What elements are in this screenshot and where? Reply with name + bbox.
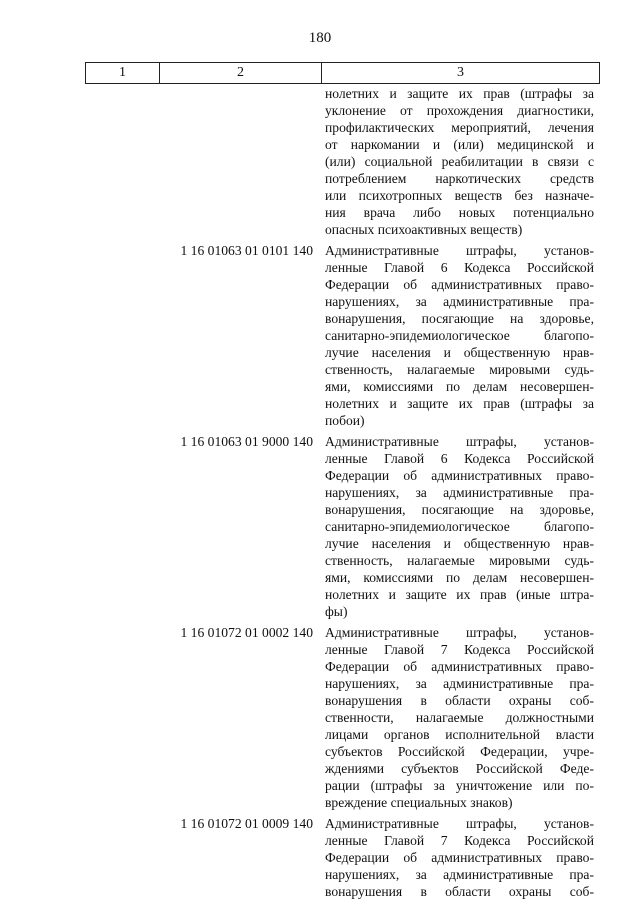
- description-line: нолетних и защите их прав (иные штра-: [325, 587, 594, 602]
- description-line: ния врача либо новых потенциально: [325, 205, 594, 220]
- description-line: Административные штрафы, установ-: [325, 243, 594, 258]
- row-code: 1 16 01072 01 0009 140: [180, 816, 313, 831]
- description-line: санитарно-эпидемиологическое благопо-: [325, 519, 594, 534]
- description-line: (или) социальной реабилитации в связи с: [325, 154, 594, 169]
- row-description: [321, 624, 600, 811]
- description-line: фы): [325, 604, 348, 619]
- table-row: [85, 815, 600, 900]
- description-line: Административные штрафы, установ-: [325, 434, 594, 449]
- description-line: санитарно-эпидемиологическое благопо-: [325, 328, 594, 343]
- description-line: лицами органов исполнительной власти: [325, 727, 594, 742]
- description-line: вонарушения в области охраны соб-: [325, 884, 594, 899]
- table-row: [85, 242, 600, 429]
- row-col-1: [85, 433, 159, 620]
- description-line: вонарушения, посягающие на здоровье,: [325, 502, 594, 517]
- row-code: 1 16 01072 01 0002 140: [180, 625, 313, 640]
- description-line: ждениями субъектов Российской Феде-: [325, 761, 594, 776]
- description-line: Федерации об административных право-: [325, 850, 594, 865]
- description-line: ственность, налагаемые мировыми судь-: [325, 553, 594, 568]
- row-col-1: [85, 815, 159, 900]
- description-line: ленные Главой 6 Кодекса Российской: [325, 451, 594, 466]
- row-code: 1 16 01063 01 9000 140: [180, 434, 313, 449]
- table-body: [85, 85, 600, 904]
- table-row: [85, 85, 600, 238]
- table-row: [85, 433, 600, 620]
- description-line: профилактических мероприятий, лечения: [325, 120, 594, 135]
- description-line: ственность, налагаемые мировыми судь-: [325, 362, 594, 377]
- description-line: Федерации об административных право-: [325, 277, 594, 292]
- page-number: 180: [308, 30, 332, 46]
- description-line: ственности, налагаемые должностными: [325, 710, 594, 725]
- description-line: нарушениях, за административные пра-: [325, 867, 594, 882]
- description-line: Административные штрафы, установ-: [325, 816, 594, 831]
- row-description: [321, 433, 600, 620]
- description-line: субъектов Российской Федерации, учре-: [325, 744, 594, 759]
- row-description: [321, 242, 600, 429]
- row-col-1: [85, 624, 159, 811]
- description-line: опасных психоактивных веществ): [325, 222, 523, 237]
- description-line: ями, комиссиями по делам несовершен-: [325, 570, 594, 585]
- description-line: Административные штрафы, установ-: [325, 625, 594, 640]
- row-code: [159, 85, 321, 238]
- description-line: ленные Главой 7 Кодекса Российской: [325, 833, 594, 848]
- description-line: вреждение специальных знаков): [325, 795, 513, 810]
- row-code: 1 16 01063 01 0101 140: [180, 243, 313, 258]
- description-line: Федерации об административных право-: [325, 468, 594, 483]
- row-description: [321, 815, 600, 900]
- description-line: вонарушения, посягающие на здоровье,: [325, 311, 594, 326]
- description-line: нарушениях, за административные пра-: [325, 485, 594, 500]
- row-description: [321, 85, 600, 238]
- description-line: нолетних и защите их прав (штрафы за: [325, 86, 594, 101]
- description-line: лучие населения и общественную нрав-: [325, 536, 594, 551]
- description-line: ленные Главой 7 Кодекса Российской: [325, 642, 594, 657]
- header-col-1: 1: [86, 63, 160, 83]
- description-line: ленные Главой 6 Кодекса Российской: [325, 260, 594, 275]
- description-line: вонарушения в области охраны соб-: [325, 693, 594, 708]
- description-line: ями, комиссиями по делам несовершен-: [325, 379, 594, 394]
- row-col-1: [85, 85, 159, 238]
- table-header: [85, 62, 600, 84]
- description-line: лучие населения и общественную нрав-: [325, 345, 594, 360]
- table-row: [85, 624, 600, 811]
- description-line: рации (штрафы за уничтожение или по-: [325, 778, 594, 793]
- description-line: нарушениях, за административные пра-: [325, 294, 594, 309]
- description-line: нарушениях, за административные пра-: [325, 676, 594, 691]
- description-line: Федерации об административных право-: [325, 659, 594, 674]
- description-line: нолетних и защите их прав (штрафы за: [325, 396, 594, 411]
- row-col-1: [85, 242, 159, 429]
- description-line: побои): [325, 413, 365, 428]
- header-col-3: 3: [457, 65, 464, 80]
- description-line: потреблением наркотических средств: [325, 171, 594, 186]
- description-line: уклонение от прохождения диагностики,: [325, 103, 594, 118]
- description-line: от наркомании и (или) медицинской и: [325, 137, 594, 152]
- description-line: или психотропных веществ без назначе-: [325, 188, 594, 203]
- header-col-2: 2: [160, 63, 322, 83]
